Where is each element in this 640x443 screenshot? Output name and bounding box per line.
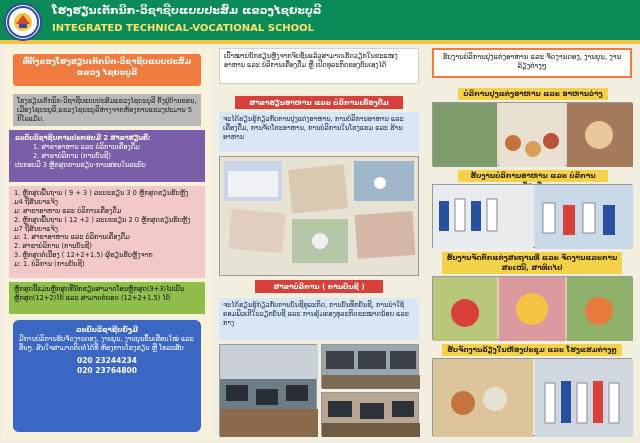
phone-number[interactable]: 020 23764800 xyxy=(76,365,137,375)
course-line: ມ7 ຖືສັນຍາແຈ້ງ xyxy=(14,224,58,233)
course-line: ມ: 1. ສາຂາອາຫານ ແລະ ບໍລິການເຄື່ອງດື່ມ xyxy=(14,233,130,242)
accounting-section-title: ສາຂາບໍລິການ ( ການບັນຊີ ) xyxy=(255,280,383,293)
program-item: 1. ສາຂາອາຫານ ແລະ ບໍລິການເຄື່ອງດື່ມ xyxy=(33,142,140,151)
courses-box xyxy=(9,186,205,278)
course-line: 1. ຫຼັກສູດພື້ນຖານ ( 9 + 3 ) ລະຍະຮຽນ 3 0 ຫຼັກສູດຮຽນຮັບຫຼັງ xyxy=(14,189,189,197)
transfer-text: ຫຼັກສູດນີ້ແມ່ນຫຼັກສູດທີ່ນັກຮຽນສາມາດໂອນຫຼັກສູດ(9+3)ໄປເປັນຫຼັກສູດ(12+2)ໄດ້ ແລະ ສາມາດຕໍ່ຍອດ (12+2+1.5) ໄດ້ xyxy=(9,282,205,314)
course-line: ມ: 1. ບໍລິການ (ການບັນຊີ) xyxy=(14,260,85,269)
program-item: 2. ສາຂາບໍລິການ (ການບັນຊີ) xyxy=(33,151,111,160)
course-line: 2. ສາຂາບໍລິການ (ການບັນຊີ) xyxy=(14,242,92,251)
catering-caption: ຮັບງານບໍລິການອາຫານ ແລະ ບໍລິການ xyxy=(458,170,608,182)
services-caption: ຮັບງານບໍລິການປຸງແຕ່ງອາຫານ ແລະ ຈັດງານດອງ, ງານບຸນ, ງານລ້ຽງຕ່າງໆ xyxy=(432,48,632,78)
programs-title: ລະດັບວິຊາຊີບການປະກອບມີ 2 ສາຂາຮຽນຄື: xyxy=(15,134,151,142)
phone-number[interactable]: 020 23244234 xyxy=(76,355,137,365)
decoration-photo xyxy=(432,276,632,340)
cooking-photo xyxy=(432,102,632,166)
course-line: 2. ຫຼັກສູດພື້ນຖານ ( 12 +2 ) ລະຍະຮຽນ 2 0 ຫຼັກສູດຮຽນຮັບຫຼັງ xyxy=(14,215,191,224)
column-left xyxy=(3,48,211,438)
course-line: 3. ຫຼັກສູດຕໍ່ເນື່ອງ ( 12+2+1.5) ຜູ້ຮຽນຮັບຫຼັງຈາກ xyxy=(14,251,153,260)
computer-lab-photo xyxy=(219,344,317,436)
course-line: ມ: ສາຂາອາຫານ ແລະ ບໍລິການເຄື່ອງດື່ມ xyxy=(14,206,122,215)
school-logo-icon xyxy=(4,3,42,41)
food-class-photo xyxy=(219,156,419,276)
column-right xyxy=(428,48,636,438)
banquet-photo xyxy=(432,358,632,436)
classroom-photo-2 xyxy=(321,392,419,436)
contact-box xyxy=(13,320,201,432)
location-text: ໂຮງຮຽນເຕັກນິກ-ວິຊາຊີບແບບປະສົມແຂວງໄຊຍະບູລີ ຕັ້ງຢູ່ບ້ານຂອນ, ເມືອງໄຊຍະບູລີ,ແຂວງໄຊຍະບູລີຫ່າງຈາກຫ້ອງການແຂວງປະມານ 5 ກິໂລແມັດ. xyxy=(13,94,201,126)
header-stripe xyxy=(0,40,640,44)
decoration-caption: ຮັບງານຈັດຕົກແຕ່ງສະຖານທີ່ ແລະ ຈັດງານແລະການສະເໜີ, ສາທິດໄປ xyxy=(442,252,622,274)
contact-title: ລະບົບວິຊາຊີບຍັງມີ xyxy=(76,325,138,334)
contact-text: ມີການບໍລິການຮັບຈັດງານດອງ, ງານບຸນ, ງານບຸນຂຶ້ນເຮືອນໃໝ່ ແລະ ອື່ນໆ. ສົນໃຈສາມາດຕິດຕໍ່ໄດ້ທີ່ ຫ້ອງການໂຮງຮຽນ ຫຼື ໂທລະສັບ xyxy=(19,334,194,352)
programs-box xyxy=(9,130,205,182)
catering-photo xyxy=(432,184,632,248)
school-title-en: INTEGRATED TECHNICAL-VOCATIONAL SCHOOL xyxy=(52,23,315,34)
column-middle xyxy=(215,48,423,438)
food-section-title: ສາຂາຮຽນອາຫານ ແລະ ບໍລິການເຄື່ອງດື່ມ xyxy=(235,96,403,109)
cooking-caption: ບໍລິການປຸງແຕ່ງອາຫານ ແລະ ອາຫານວ່າງ xyxy=(458,88,608,100)
program-item: ປະກອບມີ 3 ຫຼັກສູດການຮຽນ-ການສອນໃນລະບົບ xyxy=(15,160,146,169)
school-title-lao: ໂຮງຮຽນເຕັກນິກ-ວິຊາຊີບແບບປະສົມ ແຂວງໄຊຍະບູລີ xyxy=(52,4,322,17)
intro-text: ເປົ້າໝາຍນັກຮຽນຫຼັງຈາກຈົບຊັ້ນແລ້ວສາມາດເຮັດວຽກໃນຂະແໜງອາຫານ ແລະ ບໍລິການເຄື່ອງດື່ມ ຫຼື ເປີດທຸລະກິດຂອງຕົນເອງໄດ້ xyxy=(219,48,419,84)
accounting-section-text: ຈະໄດ້ຮຽນຮູ້ກ່ຽວກັບການບັນຊີທຸລະກິດ, ການບັນທຶກບັນຊີ, ການນຳໃຊ້ຄອມພິວເຕີໃນວຽກບັນຊີ ແລະ ການຄຸ້ມຄອງທຸລະກິດຂະໜາດນ້ອຍ ແລະ ກາງ xyxy=(219,298,419,340)
food-section-text: ຈະໄດ້ຮຽນຮູ້ກ່ຽວກັບການປຸງແຕ່ງອາຫານ, ການບໍລິການອາຫານ ແລະ ເຄື່ອງດື່ມ, ການຈັດໂຕະອາຫານ, ການບໍລິການໃນໂຮງແຮມ ແລະ ຮ້ານອາຫານ xyxy=(219,112,419,152)
banquet-caption: ຮັບຈັດງານລ້ຽງໃນຫ້ອງປະຊຸມ ແລະ ໂຮງແຮມຕ່າງໆ xyxy=(442,344,622,356)
course-line: ມ4 ຖືສັນຍາແຈ້ງ xyxy=(14,197,58,206)
location-title: ທີ່ຕັ້ງຂອງໂຮງຮຽນເຕັກນິກ-ວິຊາຊີບແບບປະສົມ ແຂວງ ໄຊຍະບູລີ xyxy=(13,54,201,86)
classroom-photo-1 xyxy=(321,344,419,388)
